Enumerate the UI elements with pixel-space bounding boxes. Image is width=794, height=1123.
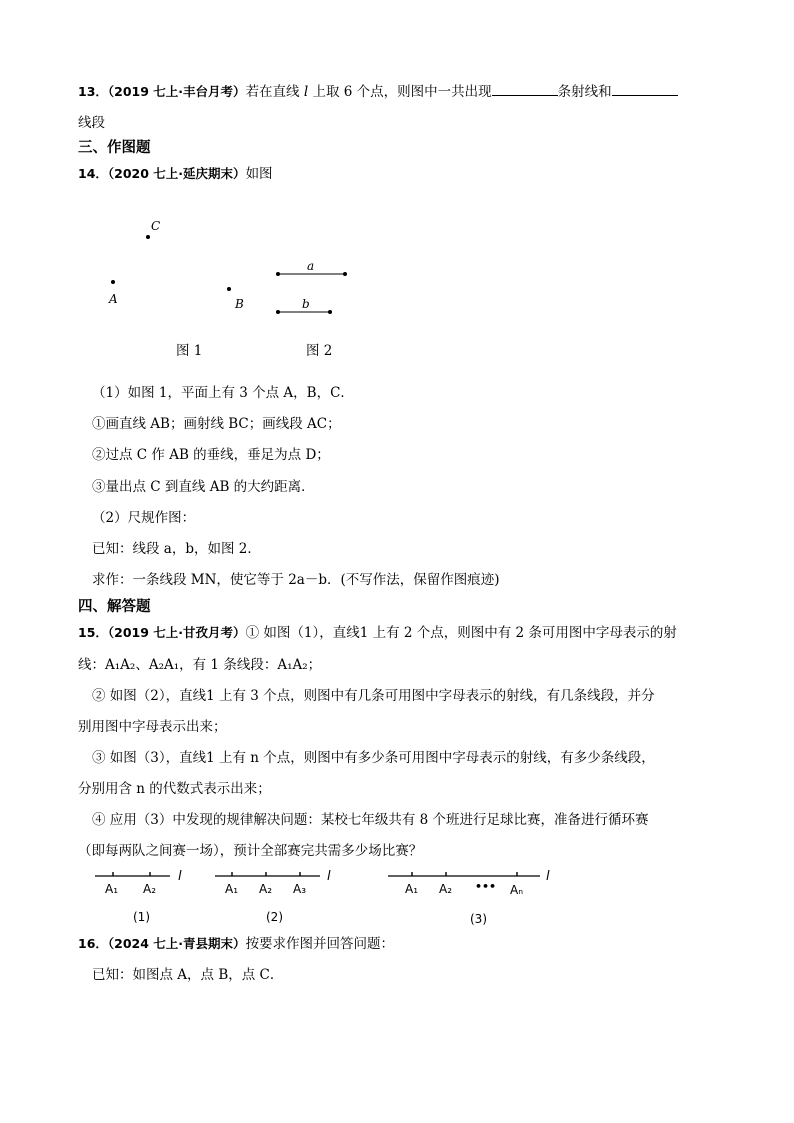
caption-fig2: 图 2 — [306, 343, 333, 359]
q14-p7: 求作：一条线段 MN，使它等于 2a－b．(不写作法，保留作图痕迹) — [92, 572, 500, 588]
q15-number: 15． — [78, 625, 108, 640]
q14-p6: 已知：线段 a，b，如图 2． — [92, 541, 261, 557]
q13-source: （2019 七上·丰台月考） — [107, 84, 246, 99]
fig3-caption: (3) — [470, 912, 487, 926]
fig1-caption: (1) — [133, 910, 150, 924]
q14-source: （2020 七上·延庆期末） — [107, 166, 246, 181]
q15-l4: 别用图中字母表示出来； — [78, 719, 227, 735]
q15-source: （2019 七上·甘孜月考） — [107, 625, 246, 640]
q15-l5: ③ 如图（3），直线1 上有 n 个点，则图中有多少条可用图中字母表示的射线，有多少条线段， — [92, 750, 655, 766]
q15-fig3 — [388, 869, 550, 926]
q16-l2: 已知：如图点 A，点 B，点 C． — [92, 967, 284, 983]
q13-number: 13． — [78, 84, 108, 99]
fig2-caption: (2) — [266, 910, 283, 924]
section-3-title: 三、作图题 — [78, 140, 151, 156]
caption-fig1: 图 1 — [176, 343, 203, 359]
q14-p3: ②过点 C 作 AB 的垂线，垂足为点 D； — [92, 447, 330, 463]
section-4-title: 四、解答题 — [78, 599, 151, 615]
q15-l2: 线：A₁A₂、A₂A₁，有 1 条线段：A₁A₂； — [78, 657, 322, 673]
fig2-label-a1: A₁ — [225, 882, 239, 896]
label-seg-b: b — [302, 297, 310, 311]
q16-source: （2024 七上·青县期末） — [107, 936, 246, 951]
q15-fig1 — [95, 869, 182, 924]
fig1-label-a2: A₂ — [143, 882, 157, 896]
q15-l7: ④ 应用（3）中发现的规律解决问题：某校七年级共有 8 个班进行足球比赛，准备进行循环赛 — [92, 812, 649, 828]
fig2-label-l: l — [327, 869, 331, 884]
q15-fig2 — [215, 869, 331, 924]
q14-p1: （1）如图 1，平面上有 3 个点 A，B，C． — [92, 385, 354, 401]
fig3-label-l: l — [546, 869, 550, 884]
q14-p5: （2）尺规作图： — [92, 510, 196, 526]
label-c: C — [151, 219, 161, 233]
label-b: B — [235, 297, 244, 311]
q14-p4: ③量出点 C 到直线 AB 的大约距离． — [92, 479, 315, 495]
fig3-ellipsis: ••• — [475, 880, 497, 893]
fig2-label-a3: A₃ — [293, 882, 307, 896]
q13-text-c: 条射线和 — [557, 84, 612, 100]
q13-text-b: 上取 6 个点，则图中一共出现 — [312, 84, 492, 100]
q14-text: 如图 — [245, 166, 273, 182]
fig1-label-l: l — [178, 869, 182, 884]
label-a: A — [109, 292, 118, 306]
q14-p2: ①画直线 AB；画射线 BC；画线段 AC； — [92, 416, 341, 432]
q16-number: 16． — [78, 936, 108, 951]
fig3-label-a2: A₂ — [439, 882, 453, 896]
label-seg-a: a — [307, 259, 315, 273]
q13-text-d: 线段 — [78, 115, 105, 131]
q15-l8: （即每两队之间赛一场），预计全部赛完共需多少场比赛？ — [78, 843, 423, 859]
q15-l3: ② 如图（2），直线1 上有 3 个点，则图中有几条可用图中字母表示的射线，有几条线段，并分 — [92, 688, 655, 704]
q14-number: 14． — [78, 166, 108, 181]
fig2-label-a2: A₂ — [259, 882, 273, 896]
q13-var-l: l — [303, 84, 309, 100]
q15-l1: ① 如图（1），直线1 上有 2 个点，则图中有 2 条可用图中字母表示的射 — [245, 625, 677, 641]
q16-text: 按要求作图并回答问题： — [245, 936, 395, 952]
q15-l6: 分别用含 n 的代数式表示出来； — [78, 781, 271, 797]
fig1-label-a1: A₁ — [105, 882, 119, 896]
fig3-label-a1: A₁ — [405, 882, 419, 896]
q13-text-a: 若在直线 — [245, 84, 300, 100]
fig3-label-an: Aₙ — [510, 883, 523, 897]
q16-line1 — [78, 934, 394, 954]
